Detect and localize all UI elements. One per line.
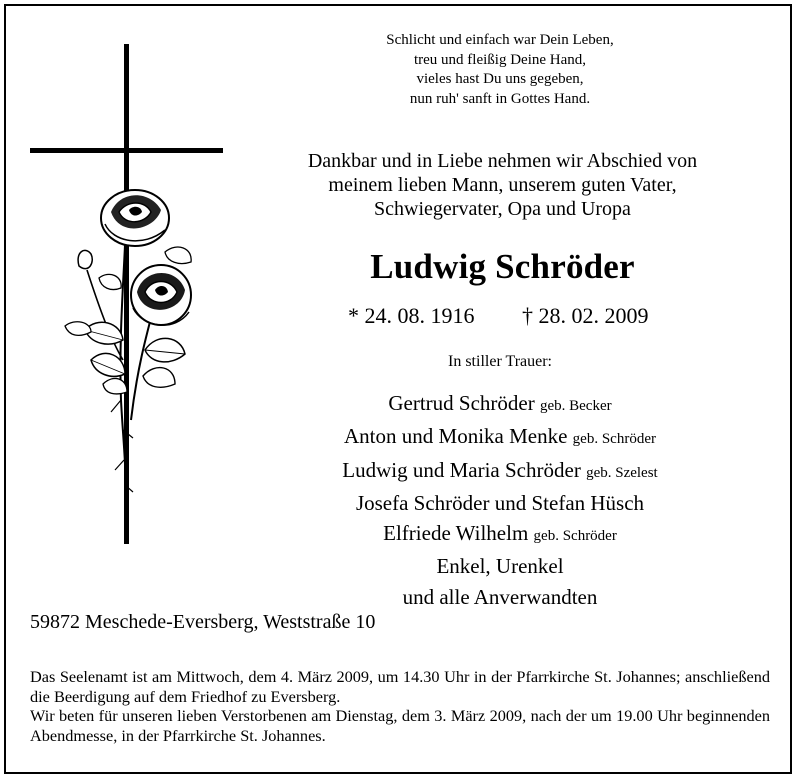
poem-line: Schlicht und einfach war Dein Leben, — [386, 32, 614, 48]
mourner-name: Elfriede Wilhelm — [383, 521, 529, 546]
mourner-line — [250, 421, 750, 454]
mourner-name: und alle Anverwandten — [402, 584, 598, 609]
cross-with-roses-icon — [25, 40, 235, 550]
mourner-line — [250, 518, 750, 551]
farewell-intro — [250, 149, 755, 221]
mourner-note: geb. Becker — [539, 398, 612, 414]
mourner-line — [250, 455, 750, 488]
mourner-note: geb. Schröder — [572, 431, 656, 448]
mourner-note: geb. Szelest — [586, 464, 658, 481]
mourner-line — [250, 582, 750, 612]
mourner-name: Josefa Schröder und Stefan Hüsch — [355, 490, 645, 515]
mourner-name: Anton und Monika Menke — [344, 424, 568, 449]
mourners-list — [250, 388, 750, 612]
mourning-label: In stiller Trauer: — [448, 353, 552, 370]
mourner-line — [250, 551, 750, 581]
service-notice — [30, 667, 770, 745]
deceased-name: Ludwig Schröder — [370, 247, 635, 286]
intro-line: Schwiegervater, Opa und Uropa — [374, 198, 631, 220]
address: 59872 Meschede-Eversberg, Weststraße 10 — [30, 611, 376, 633]
intro-line: Dankbar und in Liebe nehmen wir Abschied von — [307, 150, 698, 172]
notice-paragraph: Wir beten für unseren lieben Verstorbenen am Dienstag, dem 3. März 2009, nach der um 19.00 Uhr beginnenden Abendmesse, in der Pfarrkirche St. Johannes. — [30, 706, 770, 745]
mourner-line — [250, 488, 750, 518]
poem-line: treu und fleißig Deine Hand, — [413, 51, 587, 68]
mourner-name: Enkel, Urenkel — [436, 554, 564, 579]
mourner-line — [250, 388, 750, 421]
notice-paragraph: Das Seelenamt ist am Mittwoch, dem 4. März 2009, um 14.30 Uhr in der Pfarrkirche St. Johannes; anschließend die Beerdigung auf dem Friedhof zu Eversberg. — [30, 667, 770, 706]
birth-date: * 24. 08. 1916 — [348, 303, 475, 328]
poem-line: vieles hast Du uns gegeben, — [416, 71, 584, 87]
mourner-name: Gertrud Schröder — [388, 391, 535, 415]
mourner-name: Ludwig und Maria Schröder — [342, 457, 581, 482]
poem — [290, 31, 710, 109]
intro-line: meinem lieben Mann, unserem guten Vater, — [328, 174, 677, 196]
poem-line: nun ruh' sanft in Gottes Hand. — [409, 90, 591, 107]
death-date: † 28. 02. 2009 — [522, 303, 649, 328]
mourner-note: geb. Schröder — [533, 528, 617, 545]
